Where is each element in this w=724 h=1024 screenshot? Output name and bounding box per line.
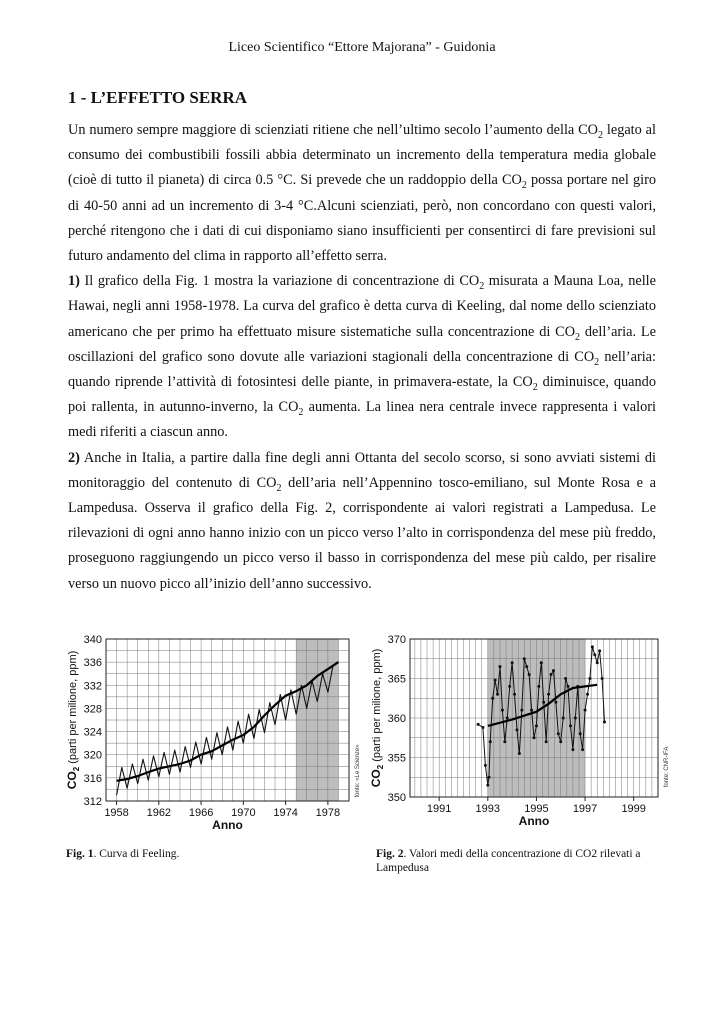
data-point [579, 732, 582, 735]
data-point [484, 764, 487, 767]
data-point [489, 740, 492, 743]
figure-2-lampedusa-chart [369, 623, 682, 833]
data-point [567, 685, 570, 688]
data-point [542, 701, 545, 704]
data-point [554, 701, 557, 704]
chart-2-svg [369, 623, 682, 833]
data-point [481, 726, 484, 729]
data-point [550, 673, 553, 676]
x-tick-label: 1974 [273, 807, 298, 819]
x-axis-label: Anno [518, 814, 550, 828]
data-point [528, 673, 531, 676]
page-header: Liceo Scientifico “Ettore Majorana” - Guidonia [228, 40, 496, 55]
data-point [533, 736, 536, 739]
y-tick-label: 355 [387, 752, 406, 765]
x-tick-label: 1978 [315, 807, 341, 819]
y-tick-label: 340 [83, 634, 102, 646]
y-tick-label: 324 [83, 726, 102, 739]
data-point [557, 732, 560, 735]
data-point [477, 723, 480, 726]
y-axis-label: $CO_2$ (parti per milione, ppm) [369, 648, 385, 788]
data-point [598, 649, 601, 652]
x-tick-label: 1966 [188, 807, 214, 819]
paragraph-1: 1) Il grafico della Fig. 1 mostra la variazione di concentrazione di $CO_2$ misurata a Mauna Loa, nelle Hawai, negli anni 1958-1978. La curva del grafico è detta curva di Keeling, dal nome dello scienziato americano che per primo ha effettuato misure sistematiche sulla concentrazione di $CO_2$ dell’aria. Le oscillazioni del grafico sono dovute alle variazioni stagionali della concentrazione di $CO_2$ nell’aria: quando riprende l’attività di fotosintesi delle piante, in primavera-estate, la $CO_2$ diminuisce, quando poi rallenta, in autunno-inverno, la $CO_2$ aumenta. La linea nera centrale invece rappresenta i valori medi riferiti a ciascun anno. [68, 273, 656, 441]
y-tick-label: 365 [387, 673, 406, 686]
y-tick-label: 350 [387, 792, 406, 804]
x-axis-label: Anno [212, 818, 243, 832]
data-point [530, 709, 533, 712]
data-point [588, 677, 591, 680]
data-point [562, 717, 565, 720]
x-tick-label: 1970 [231, 807, 256, 819]
x-tick-label: 1993 [475, 803, 501, 815]
y-tick-label: 316 [83, 772, 102, 785]
data-point [494, 679, 497, 682]
y-tick-label: 360 [387, 713, 406, 725]
data-point [520, 709, 523, 712]
data-point [486, 784, 489, 787]
data-point [559, 740, 562, 743]
data-point [581, 748, 584, 751]
data-point [491, 697, 494, 700]
data-point [586, 693, 589, 696]
data-point [547, 693, 550, 696]
data-point [552, 669, 555, 672]
data-point [501, 709, 504, 712]
paragraph-2: 2) Anche in Italia, a partire dalla fine degli anni Ottanta del secolo scorso, si sono avviati sistemi di monitoraggio del contenuto di $CO_2$ dell’aria nell’Appennino tosco-emiliano, sul Monte Rosa e a Lampedusa. Osserva il grafico della Fig. 2, corrispondente ai valori registrati a Lampedusa. Le rilevazioni di ogni anno hanno inizio con un picco verso l’alto in corrispondenza del mese più freddo, proseguono raggiungendo un picco verso il basso in corrispondenza del mese più caldo, per risalire verso un nuovo picco all’inizio dell’anno successivo. [68, 449, 656, 592]
data-point [503, 740, 506, 743]
data-point [540, 661, 543, 664]
data-point [574, 717, 577, 720]
data-point [584, 709, 587, 712]
figure-2-caption: Fig. 2. Valori medi della concentrazione di CO2 rilevati a Lampedusa [376, 848, 641, 874]
data-point [571, 748, 574, 751]
data-point [498, 665, 501, 668]
data-point [537, 685, 540, 688]
source-label: fonte: «Le Scienze» [355, 744, 361, 798]
data-point [593, 653, 596, 656]
x-tick-label: 1991 [426, 803, 452, 815]
figure-1-caption: Fig. 1. Curva di Feeling. [66, 848, 180, 860]
y-tick-label: 320 [83, 749, 102, 762]
y-tick-label: 370 [387, 634, 406, 646]
paragraph-intro: Un numero sempre maggiore di scienziati ritiene che nell’ultimo secolo l’aumento della $CO_2$ legato al consumo dei combustibili fossili abbia determinato un incremento della temperatura media globale (cioè di tutto il pianeta) di circa 0.5 °C. Si prevede che un raddoppio della $CO_2$ possa portare nel giro di 40-50 anni ad un incremento di 3-4 °C.Alcuni scienziati, però, non concordano con questi valori, perché ritengono che i dati di cui disponiamo siano insufficienti per consentirci di fare previsioni sul futuro andamento del clima in rapporto all’effetto serra. [68, 122, 656, 265]
data-point [535, 724, 538, 727]
data-point [601, 677, 604, 680]
data-point [511, 661, 514, 664]
x-tick-label: 1999 [621, 803, 646, 815]
data-point [513, 693, 516, 696]
y-tick-label: 332 [83, 680, 102, 693]
section-title: 1 - L’EFFETTO SERRA [68, 88, 248, 107]
data-point [496, 693, 499, 696]
y-tick-label: 336 [83, 657, 102, 670]
data-point [523, 657, 526, 660]
data-point [515, 728, 518, 731]
chart-1-svg [64, 623, 364, 833]
data-point [569, 724, 572, 727]
x-tick-label: 1995 [524, 803, 549, 815]
data-point [518, 752, 521, 755]
data-point [508, 685, 511, 688]
data-point [545, 740, 548, 743]
body-text [68, 118, 656, 597]
data-point [525, 665, 528, 668]
y-axis-label: $CO_2$ (parti per milione, ppm) [65, 650, 81, 790]
figure-1-keeling-chart [64, 623, 364, 833]
x-tick-label: 1962 [146, 807, 172, 819]
data-point [506, 717, 509, 720]
data-point [603, 720, 606, 723]
data-point [591, 645, 594, 648]
data-point [488, 776, 491, 779]
x-tick-label: 1997 [572, 803, 598, 815]
y-tick-label: 312 [83, 796, 102, 808]
data-point [564, 677, 567, 680]
source-label: fonte: CNR-IFA [664, 746, 670, 788]
x-tick-label: 1958 [104, 807, 129, 819]
y-tick-label: 328 [83, 703, 102, 716]
data-point [596, 661, 599, 664]
